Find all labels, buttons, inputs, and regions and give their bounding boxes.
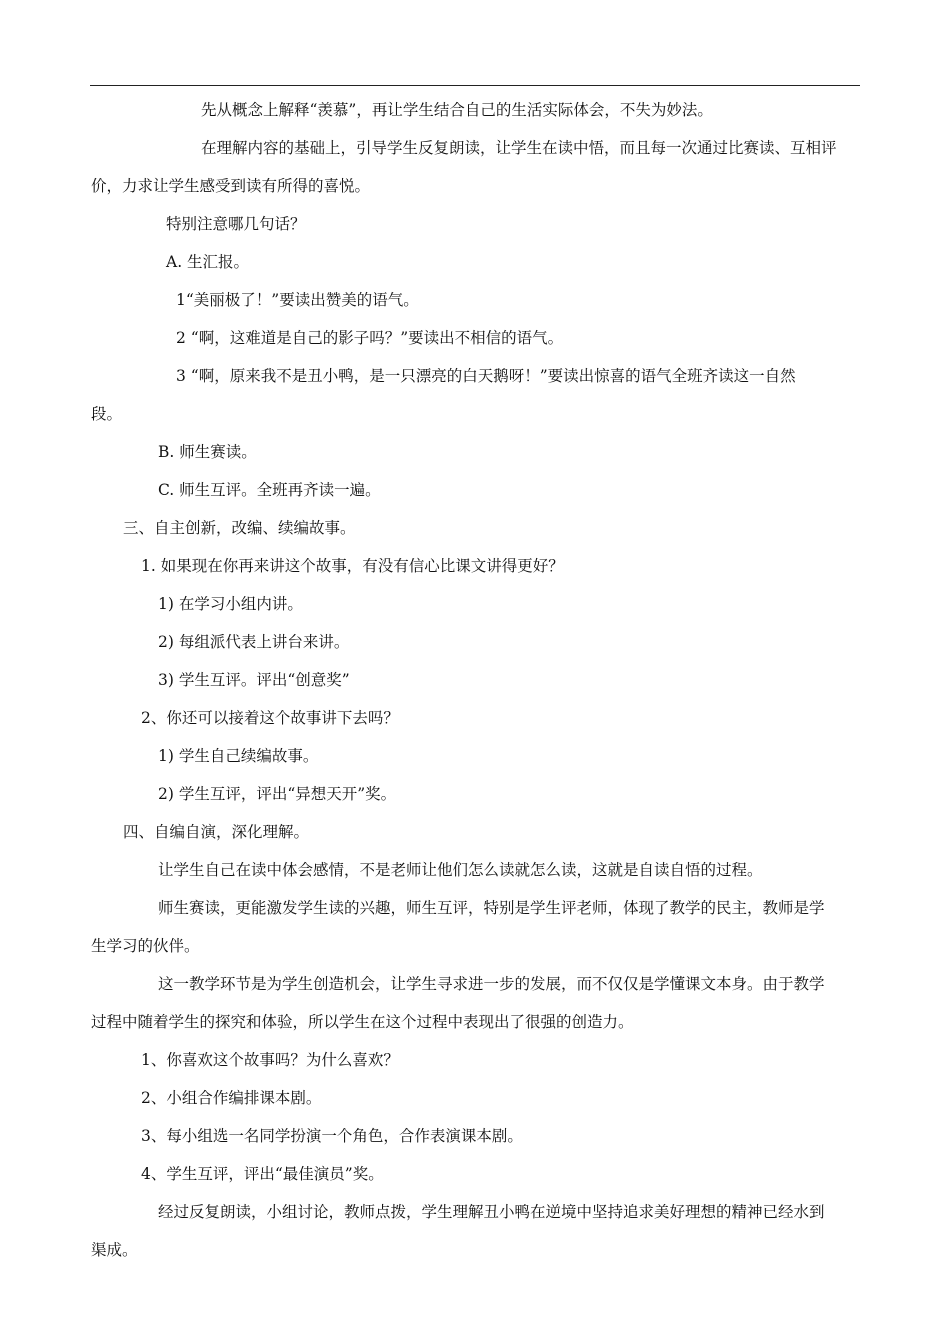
list-item: 3、每小组选一名同学扮演一个角色，合作表演课本剧。 [141,1127,523,1145]
paragraph-line: 价，力求让学生感受到读有所得的喜悦。 [91,177,371,195]
list-item: A. 生汇报。 [166,253,250,271]
list-item: 2、小组合作编排课本剧。 [141,1089,322,1107]
list-item: 3) 学生互评。评出“创意奖” [158,671,350,689]
paragraph-line: 段。 [91,405,123,423]
section-heading: 四、自编自演，深化理解。 [123,823,310,841]
list-item: 3 “啊，原来我不是丑小鸭，是一只漂亮的白天鹅呀！”要读出惊喜的语气全班齐读这一自然 [176,367,796,385]
list-item: B. 师生赛读。 [158,443,257,461]
paragraph-line: 经过反复朗读，小组讨论，教师点拨，学生理解丑小鸭在逆境中坚持追求美好理想的精神已经水到 [158,1203,825,1221]
paragraph-line: 在理解内容的基础上，引导学生反复朗读，让学生在读中悟，而且每一次通过比赛读、互相评 [201,139,837,157]
list-item: 2) 每组派代表上讲台来讲。 [158,633,350,651]
list-item: 1. 如果现在你再来讲这个故事，有没有信心比课文讲得更好？ [141,557,564,575]
list-item: 1“美丽极了！”要读出赞美的语气。 [176,291,419,309]
paragraph-line: 让学生自己在读中体会感情，不是老师让他们怎么读就怎么读，这就是自读自悟的过程。 [158,861,763,879]
paragraph-line: 师生赛读，更能激发学生读的兴趣，师生互评，特别是学生评老师，体现了教学的民主，教师是学 [158,899,825,917]
list-item: 2 “啊，这难道是自己的影子吗？”要读出不相信的语气。 [176,329,564,347]
header-rule [90,85,860,86]
section-heading: 三、自主创新，改编、续编故事。 [123,519,356,537]
paragraph-line: 过程中随着学生的探究和体验，所以学生在这个过程中表现出了很强的创造力。 [91,1013,634,1031]
list-item: 1) 在学习小组内讲。 [158,595,303,613]
list-item: 2) 学生互评，评出“异想天开”奖。 [158,785,397,803]
paragraph-line: 这一教学环节是为学生创造机会，让学生寻求进一步的发展，而不仅仅是学懂课文本身。由于教学 [158,975,825,993]
paragraph-line: 先从概念上解释“羡慕”，再让学生结合自己的生活实际体会，不失为妙法。 [201,101,713,119]
paragraph-line: 渠成。 [91,1241,138,1259]
list-item: 4、学生互评，评出“最佳演员”奖。 [141,1165,384,1183]
list-item: 1、你喜欢这个故事吗？为什么喜欢？ [141,1051,399,1069]
list-item: 1) 学生自己续编故事。 [158,747,319,765]
list-item: C. 师生互评。全班再齐读一遍。 [158,481,381,499]
list-item: 2、你还可以接着这个故事讲下去吗？ [141,709,399,727]
paragraph-line: 特别注意哪几句话？ [166,215,306,233]
paragraph-line: 生学习的伙伴。 [91,937,200,955]
